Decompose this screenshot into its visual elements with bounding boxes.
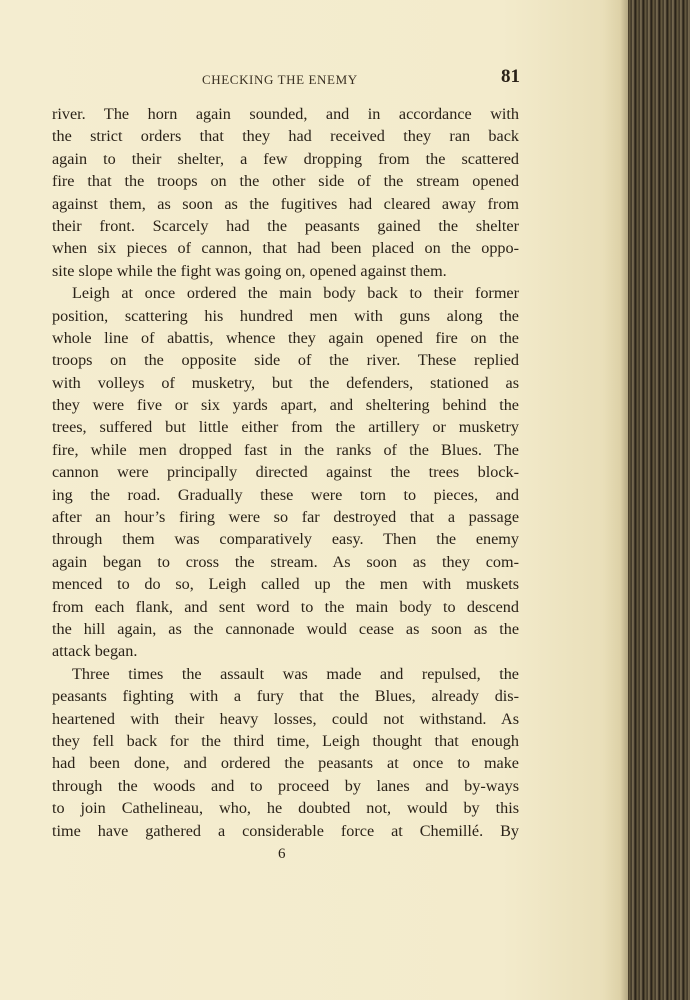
text-line: troops on the opposite side of the river. These replied [52, 351, 519, 370]
text-line: fire that the troops on the other side of the stream opened [52, 172, 519, 191]
text-line: ing the road. Gradually these were torn to pieces, and [52, 485, 519, 504]
text-line: they fell back for the third time, Leigh thought that enough [52, 731, 519, 750]
text-line: to join Cathelineau, who, he doubted not, would by this [52, 799, 519, 818]
page-number: 81 [501, 66, 520, 87]
text-line: through them was comparatively easy. Then the enemy [52, 530, 519, 549]
text-line: peasants fighting with a fury that the Blues, already dis- [52, 687, 519, 706]
paragraph-first-line: Leigh at once ordered the main body back to their former [72, 284, 519, 303]
text-line: cannon were principally directed against the trees block- [52, 463, 519, 482]
body-text [52, 103, 519, 842]
text-line: after an hour’s firing were so far destroyed that a passage [52, 508, 519, 527]
text-line: whole line of abattis, whence they again opened fire on the [52, 328, 519, 347]
text-line: again to their shelter, a few dropping from the scattered [52, 149, 519, 168]
text-line: heartened with their heavy losses, could not withstand. As [52, 709, 519, 728]
text-line: menced to do so, Leigh called up the men with muskets [52, 575, 519, 594]
text-line: against them, as soon as the fugitives had cleared away from [52, 194, 519, 213]
text-line: time have gathered a considerable force at Chemillé. By [52, 821, 519, 840]
text-line: with volleys of musketry, but the defenders, stationed as [52, 373, 519, 392]
text-line: from each flank, and sent word to the main body to descend [52, 597, 519, 616]
paragraph-first-line: Three times the assault was made and repulsed, the [72, 664, 519, 683]
text-line: had been done, and ordered the peasants at once to make [52, 754, 519, 773]
signature-mark: 6 [278, 846, 286, 862]
text-line: the hill again, as the cannonade would cease as soon as the [52, 619, 519, 638]
text-line: through the woods and to proceed by lanes and by-ways [52, 776, 519, 795]
running-title: CHECKING THE ENEMY [202, 72, 358, 87]
text-line: fire, while men dropped fast in the ranks of the Blues. The [52, 440, 519, 459]
text-line: trees, suffered but little either from the artillery or musketry [52, 418, 519, 437]
text-line: the strict orders that they had received they ran back [52, 127, 519, 146]
text-line: attack began. [52, 642, 138, 661]
text-line: site slope while the fight was going on, opened against them. [52, 261, 447, 280]
text-line: river. The horn again sounded, and in accordance with [52, 105, 519, 123]
text-line: their front. Scarcely had the peasants gained the shelter [52, 216, 519, 235]
text-line: again began to cross the stream. As soon as they com- [52, 552, 519, 571]
page-header [52, 66, 520, 94]
text-line: they were five or six yards apart, and sheltering behind the [52, 396, 519, 415]
text-line: when six pieces of cannon, that had been placed on the oppo- [52, 239, 519, 258]
book-spine-edge [628, 0, 690, 1000]
text-line: position, scattering his hundred men with guns along the [52, 306, 519, 325]
